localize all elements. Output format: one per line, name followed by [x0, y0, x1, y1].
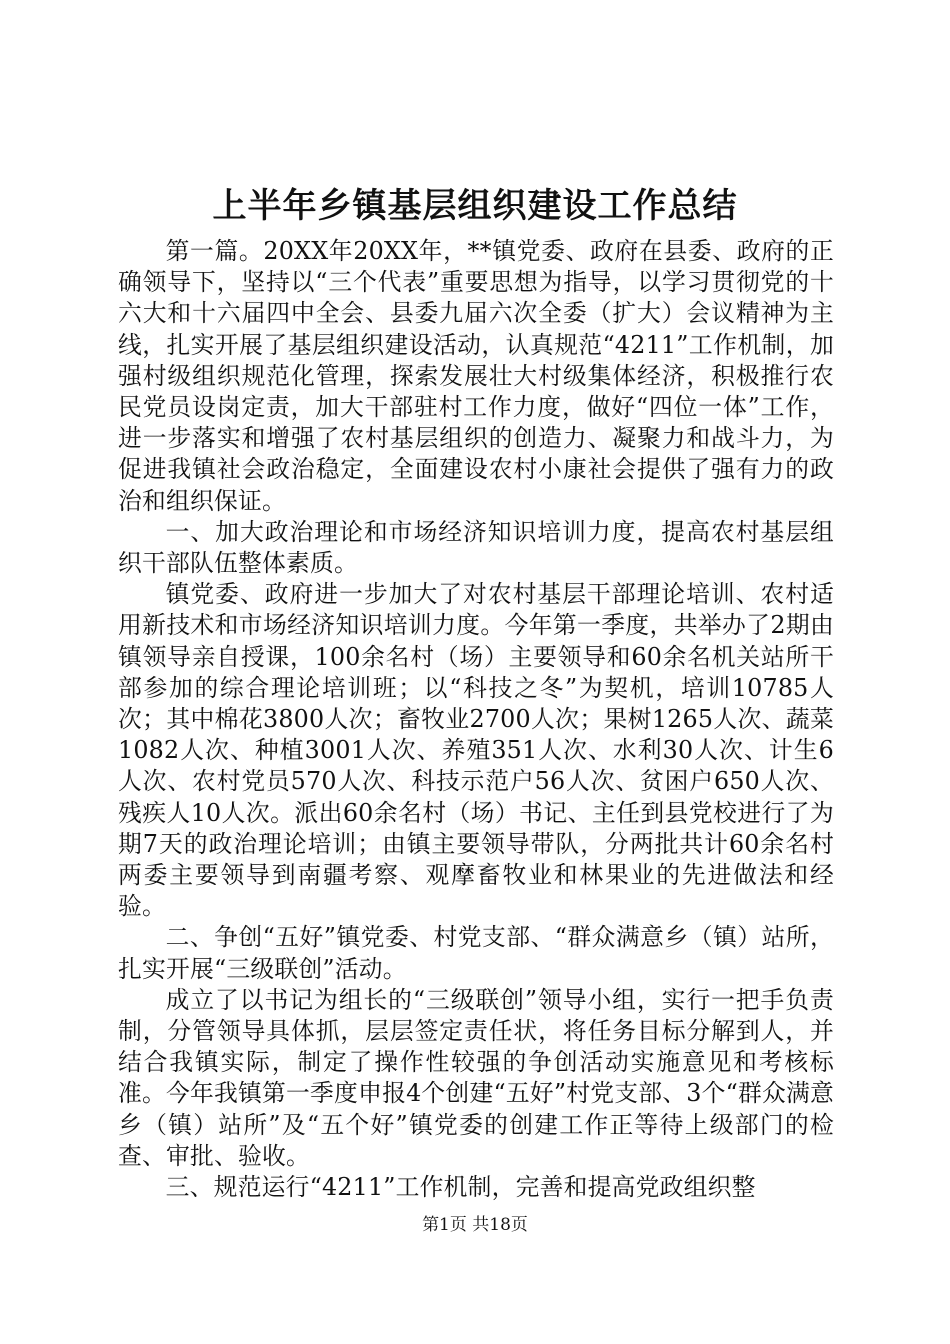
page-number-footer: 第1页 共18页 [422, 1215, 528, 1235]
section-heading: 一、加大政治理论和市场经济知识培训力度，提高农村基层组织干部队伍整体素质。 [118, 517, 834, 578]
section-heading: 二、争创“五好”镇党委、村党支部、“群众满意乡（镇）站所，扎实开展“三级联创”活动。 [118, 923, 834, 983]
paragraph: 镇党委、政府进一步加大了对农村基层干部理论培训、农村适用新技术和市场经济知识培训力度。今年第一季度，共举办了2期由镇领导亲自授课，100余名村（场）主要领导和60余名机关站所干部参加的综合理论培训班；以“科技之冬”为契机，培训10785人次；其中棉花3800人次；畜牧业2700人次；果树1265人次、蔬菜1082人次、种植3001人次、养殖351人次、水利30人次、计生6人次、农村党员570人次、科技示范户56人次、贫困户650人次、残疾人10人次。派出60余名村（场）书记、主任到县党校进行了为期7天的政治理论培训；由镇主要领导带队，分两批共计60余名村两委主要领导到南疆考察、观摩畜牧业和林果业的先进做法和经验。 [118, 580, 834, 921]
paragraph: 第一篇。20XX年20XX年，**镇党委、政府在县委、政府的正确领导下，坚持以“三个代表”重要思想为指导，以学习贯彻党的十六大和十六届四中全会、县委九届六次全委（扩大）会议精神为主线，扎实开展了基层组织建设活动，认真规范“4211”工作机制，加强村级组织规范化管理，探索发展壮大村级集体经济，积极推行农民党员设岗定责，加大干部驻村工作力度，做好“四位一体”工作，进一步落实和增强了农村基层组织的创造力、凝聚力和战斗力，为促进我镇社会政治稳定，全面建设农村小康社会提供了强有力的政治和组织保证。 [118, 237, 834, 515]
section-heading: 三、规范运行“4211”工作机制，完善和提高党政组织整 [165, 1173, 756, 1202]
paragraph: 成立了以书记为组长的“三级联创”领导小组，实行一把手负责制，分管领导具体抓，层层签定责任状，将任务目标分解到人，并结合我镇实际，制定了操作性较强的争创活动实施意见和考核标准。今年我镇第一季度申报4个创建“五好”村党支部、3个“群众满意乡（镇）站所”及“五个好”镇党委的创建工作正等待上级部门的检查、审批、验收。 [118, 985, 834, 1170]
document-title: 上半年乡镇基层组织建设工作总结 [212, 186, 738, 226]
document-body [118, 236, 834, 1203]
